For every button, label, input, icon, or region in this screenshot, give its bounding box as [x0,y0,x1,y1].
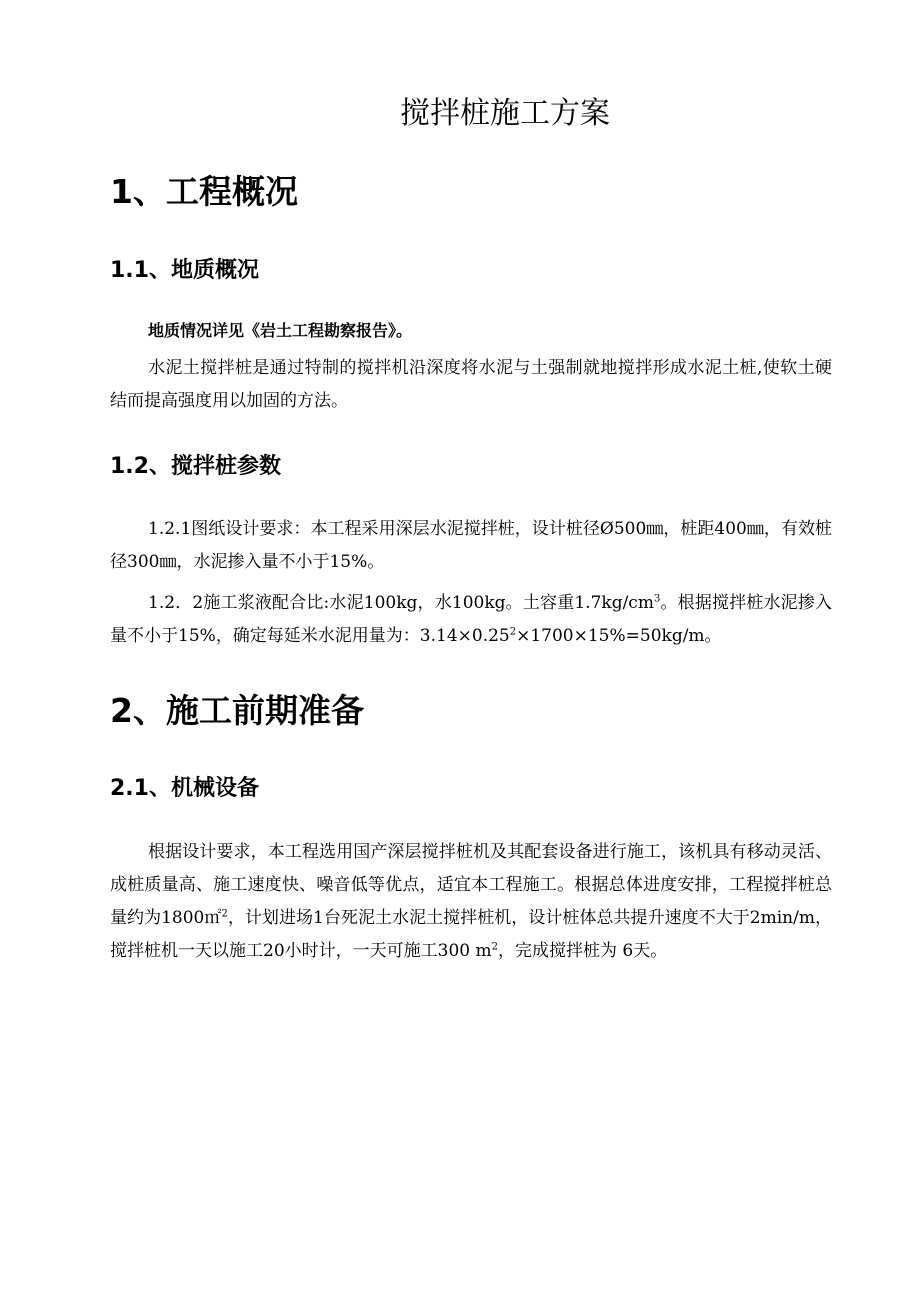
p2-text-a: 1.2．2施工浆液配合比:水泥100kg，水100kg。土容重1.7kg/cm [148,593,654,613]
p2-text-b: 。根据搅拌桩水泥掺入量不小于15%，确定每延米水泥用量为：3.14×0.25 [110,593,833,646]
section-1-1-paragraph-2: 水泥土搅拌桩是通过特制的搅拌机沿深度将水泥与土强制就地搅拌形成水泥土桩,使软土硬结而提高强度用以加固的方法。 [110,358,832,411]
section-1-1-heading: 1.1、地质概况 [110,258,259,283]
s21-superscript-1: 2 [221,908,228,920]
section-1-2-heading: 1.2、搅拌桩参数 [110,454,281,479]
s21-superscript-2: 2 [491,941,498,953]
section-1-2-paragraph-1: 1.2.1图纸设计要求：本工程采用深层水泥搅拌桩，设计桩径Ø500㎜，桩距400㎜，有效桩径300㎜，水泥掺入量不小于15%。 [110,519,832,572]
section-1-2-paragraph-2 [110,587,832,653]
s21-text-b: ，计划进场1台死泥土水泥土搅拌桩机，设计桩体总共提升速度不大于2min/m，搅拌桩机一天以施工20小时计，一天可施工300 m [110,908,833,961]
p2-text-c: ×1700×15%=50kg/m。 [516,626,722,646]
section-2-heading: 2、施工前期准备 [110,691,364,730]
document-title: 搅拌桩施工方案 [400,96,610,131]
section-2-1-heading: 2.1、机械设备 [110,776,259,801]
s21-text-a: 根据设计要求，本工程选用国产深层搅拌桩机及其配套设备进行施工，该机具有移动灵活、成桩质量高、施工速度快、噪音低等优点，适宜本工程施工。根据总体进度安排，工程搅拌桩总量约为1800㎡ [110,842,832,928]
section-2-1-paragraph-1 [110,836,832,968]
p2-superscript-1: 3 [653,593,661,605]
section-1-1-paragraph-1: 地质情况详见《岩土工程勘察报告》。 [148,321,413,340]
p2-superscript-2: 2 [509,626,517,638]
s21-text-c: ，完成搅拌桩为 6天。 [497,941,668,961]
section-1-heading: 1、工程概况 [110,172,298,211]
